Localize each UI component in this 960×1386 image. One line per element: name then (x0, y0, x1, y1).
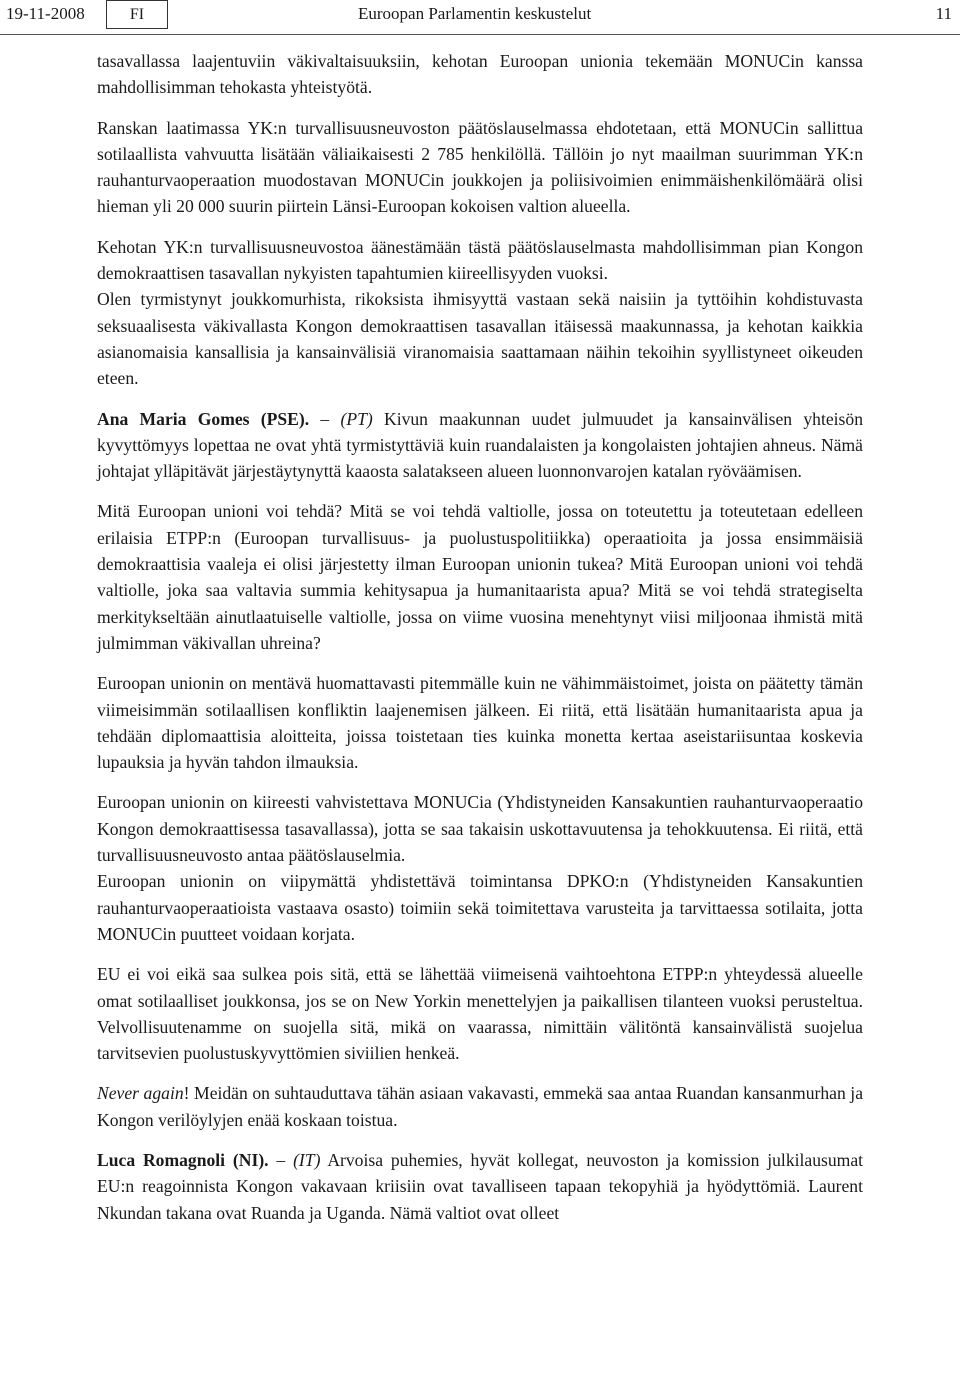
speech-text: Kivun maakunnan uudet julmuudet ja kansainvälisen yhteisön kyvyttömyys lopettaa ne ovat yhtä tyrmistyttäviä kuin ruandalaisten ja kongolaisten johtajien ahneus. Nämä johtajat ylläpitävät järjestäytynyttä kaaosta salatakseen alueen luonnonvarojen katalan ryöväämisen. (97, 408, 863, 482)
dash: – (268, 1149, 294, 1170)
paragraph: Kehotan YK:n turvallisuusneuvostoa äänestämään tästä päätöslauselmasta mahdollisimman pian Kongon demokraattisen tasavallan nykyisten tapahtumien kiireellisyyden vuoksi. (97, 236, 863, 284)
dash: – (309, 408, 341, 429)
paragraph: Euroopan unionin on kiireesti vahvistettava MONUCia (Yhdistyneiden Kansakuntien rauhanturvaoperaatio Kongon demokraattisessa tasavallassa), jotta se saa takaisin uskottavuutensa ja tehokkuutensa. Ei riitä, että turvallisuusneuvosto antaa päätöslauselmia. (97, 792, 863, 866)
paragraph: Mitä Euroopan unioni voi tehdä? Mitä se voi tehdä valtiolle, jossa on toteutettu ja toteutetaan edelleen erilaisia ETPP:n (Euroopan turvallisuus- ja puolustuspolitiikka) operaatioita ja jossa ensimmäisiä demokraattisia vaaleja ei olisi järjestetty ilman Euroopan unionin tukea? Mitä Euroopan unioni voi tehdä valtiolle, joka saa valtavia summia kehitysapua ja humanitaarista apua? Mitä se voi tehdä strategiselta merkitykseltään ainutlaatuiselle valtiolle, jossa on viime vuosina menehtynyt viisi miljoonaa ihmistä mitä julmimman väkivallan uhreina? (97, 501, 863, 653)
paragraph: Ranskan laatimassa YK:n turvallisuusneuvoston päätöslauselmassa ehdotetaan, että MONUCin sallittua sotilaallista vahvuutta lisätään väliaikaisesti 2 785 henkilöllä. Tällöin jo nyt maailman suurimman YK:n rauhanturvaoperaation muodostavan MONUCin joukkojen ja poliisivoimien enimmäishenkilömäärä olisi hieman yli 20 000 suurin piirtein Länsi-Euroopan kokoisen valtion alueella. (97, 117, 863, 217)
paragraph-text: ! Meidän on suhtauduttava tähän asiaan vakavasti, emmekä saa antaa Ruandan kansanmurhan ja Kongon verilöylyjen enää koskaan toistua. (97, 1083, 864, 1130)
publication-title: Euroopan Parlamentin keskustelut (358, 4, 592, 23)
page-header (0, 0, 960, 35)
header-date: 19-11-2008 (6, 4, 85, 23)
language-code: (PT) (340, 408, 373, 429)
paragraph-never-again (97, 1080, 863, 1133)
paragraph: Euroopan unionin on viipymättä yhdistettävä toimintansa DPKO:n (Yhdistyneiden Kansakuntien rauhanturvaoperaatioista vastaava osasto) toimiin sekä toimitettava varusteita ja tarvittaessa sotilaita, jotta MONUCin puutteet voidaan korjata. (97, 871, 863, 944)
never-again-italic: Never again (97, 1083, 184, 1104)
paragraph: Euroopan unionin on mentävä huomattavasti pitemmälle kuin ne vähimmäistoimet, joista on päätetty tämän viimeisimmän sotilaallisen konfliktin laajenemisen jälkeen. Ei riitä, että lisätään humanitaarista apua ja tehdään diplomaattisia aloitteita, joissa toistetaan ties kuinka monetta kertaa aseistariisuntaa koskevia lupauksia ja hyvän tahdon ilmauksia. (97, 673, 863, 773)
speaker-name: Luca Romagnoli (NI). (97, 1149, 269, 1170)
speech-romagnoli (97, 1147, 863, 1226)
paragraph: EU ei voi eikä saa sulkea pois sitä, että se lähettää viimeisenä vaihtoehtona ETPP:n yhteydessä alueelle omat sotilaalliset joukkonsa, jos se on New Yorkin menettelyjen ja paikallisen tilanteen vuoksi perusteltua. Velvollisuutenamme on suojella sitä, mikä on vaarassa, nimittäin välitöntä kansainvälistä suojelua tarvitsevien puolustuskyvyttömien siviilien henkeä. (97, 964, 863, 1064)
speaker-name: Ana Maria Gomes (PSE). (97, 408, 310, 429)
speech-text: Arvoisa puhemies, hyvät kollegat, neuvoston ja komission julkilausumat EU:n reagoinnista Kongon vakavaan kriisiin ovat tavalliseen tapaan tekopyhiä ja hyödyttömiä. Laurent Nkundan takana ovat Ruanda ja Uganda. Nämä valtiot ovat olleet (97, 1149, 864, 1223)
language-code: (IT) (293, 1149, 321, 1170)
language-badge: FI (106, 0, 168, 29)
document-body (97, 48, 863, 1240)
page-number: 11 (935, 4, 952, 23)
speech-gomes (97, 406, 863, 485)
paragraph: tasavallassa laajentuviin väkivaltaisuuksiin, kehotan Euroopan unionia tekemään MONUCin kanssa mahdollisimman tehokasta yhteistyötä. (97, 51, 863, 98)
paragraph: Olen tyrmistynyt joukkomurhista, rikoksista ihmisyyttä vastaan sekä naisiin ja tyttöihin kohdistuvasta seksuaalisesta väkivallasta Kongon demokraattisen tasavallan itäisessä maakunnassa, ja kehotan kaikkia asianomaisia kansallisia ja kansainvälisiä viranomaisia saattamaan näihin tekoihin syyllistyneet oikeuden eteen. (97, 289, 863, 389)
